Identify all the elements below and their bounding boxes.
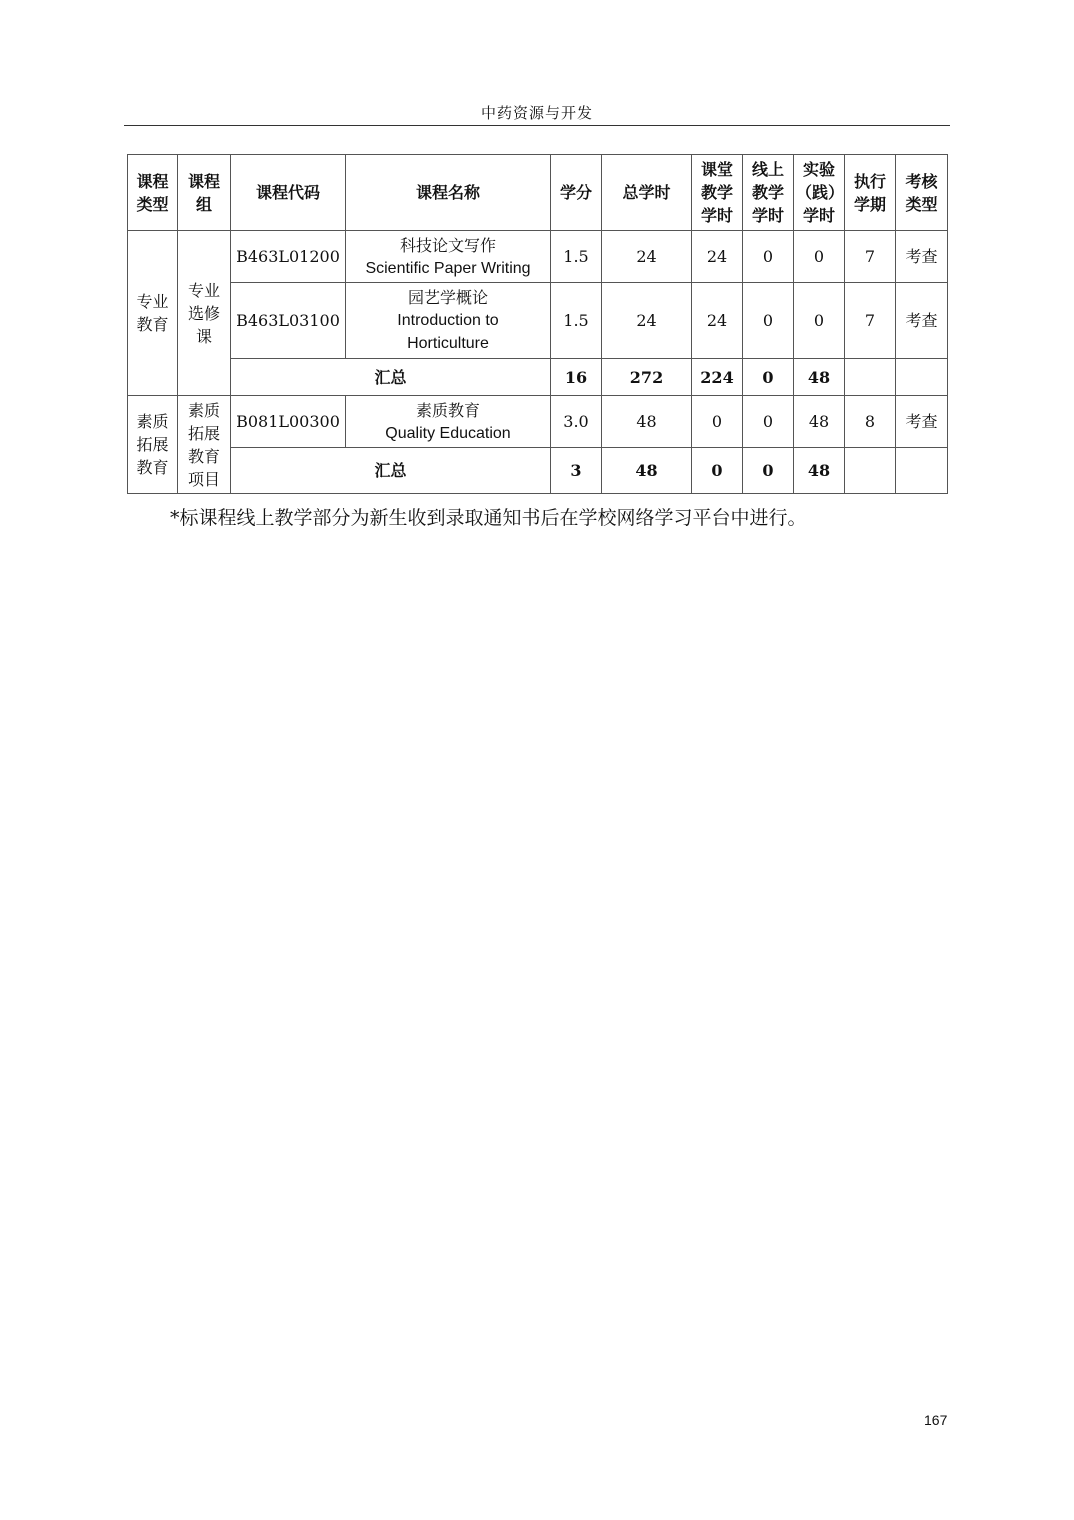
credit: 1.5 [551,283,602,359]
column-header: 考核 类型 [896,155,948,231]
empty-cell [896,448,948,494]
online-hours: 0 [743,231,794,283]
course-type-cell: 专业 教育 [128,231,178,396]
table-row [128,283,948,359]
empty-cell [845,448,896,494]
course-code: B463L01200 [231,231,346,283]
column-header: 课堂 教学 学时 [692,155,743,231]
total-hours: 24 [602,283,692,359]
page-number: 167 [924,1412,948,1428]
course-name-cn: 科技论文写作 [399,235,496,255]
column-header: 执行 学期 [845,155,896,231]
course-name [346,283,551,359]
column-header: 总学时 [602,155,692,231]
column-header: 课程代码 [231,155,346,231]
exam-type: 考查 [896,283,948,359]
table-row [128,231,948,283]
online-hours: 0 [743,396,794,448]
exam-type: 考查 [896,396,948,448]
empty-cell [896,359,948,396]
summary-online-hours: 0 [743,359,794,396]
summary-class-hours: 224 [692,359,743,396]
course-name [346,396,551,448]
summary-online-hours: 0 [743,448,794,494]
summary-credit: 16 [551,359,602,396]
lab-hours: 0 [794,231,845,283]
course-name-en: Introduction to Horticulture [397,312,499,352]
footnote: *标课程线上教学部分为新生收到录取通知书后在学校网络学习平台中进行。 [170,507,807,529]
header-rule [124,125,950,126]
column-header: 线上 教学 学时 [743,155,794,231]
semester: 8 [845,396,896,448]
page-header-title: 中药资源与开发 [480,104,593,122]
column-header: 课程名称 [346,155,551,231]
class-hours: 0 [692,396,743,448]
column-header: 实验 （践） 学时 [794,155,845,231]
total-hours: 48 [602,396,692,448]
lab-hours: 48 [794,396,845,448]
column-header: 学分 [551,155,602,231]
credit: 1.5 [551,231,602,283]
course-name-cn: 园艺学概论 [407,288,488,307]
exam-type: 考查 [896,231,948,283]
class-hours: 24 [692,283,743,359]
course-name-en: Quality Education [385,424,511,442]
semester: 7 [845,283,896,359]
course-name [346,231,551,283]
summary-row [128,359,948,396]
online-hours: 0 [743,283,794,359]
table-row [128,396,948,448]
course-group-cell: 专业 选修 课 [178,231,231,396]
course-name-en: Scientific Paper Writing [365,259,531,277]
summary-row [128,448,948,494]
summary-lab-hours: 48 [794,448,845,494]
course-type-cell: 素质 拓展 教育 [128,396,178,494]
column-header: 课程 组 [178,155,231,231]
empty-cell [845,359,896,396]
summary-class-hours: 0 [692,448,743,494]
semester: 7 [845,231,896,283]
course-code: B081L00300 [231,396,346,448]
summary-total-hours: 272 [602,359,692,396]
table-header-row [128,155,948,231]
course-code: B463L03100 [231,283,346,359]
course-name-cn: 素质教育 [415,400,480,420]
credit: 3.0 [551,396,602,448]
total-hours: 24 [602,231,692,283]
summary-lab-hours: 48 [794,359,845,396]
summary-label: 汇总 [231,448,551,494]
course-group-cell: 素质 拓展 教育 项目 [178,396,231,494]
course-table [127,154,948,494]
class-hours: 24 [692,231,743,283]
summary-credit: 3 [551,448,602,494]
column-header: 课程 类型 [128,155,178,231]
lab-hours: 0 [794,283,845,359]
summary-total-hours: 48 [602,448,692,494]
summary-label: 汇总 [231,359,551,396]
